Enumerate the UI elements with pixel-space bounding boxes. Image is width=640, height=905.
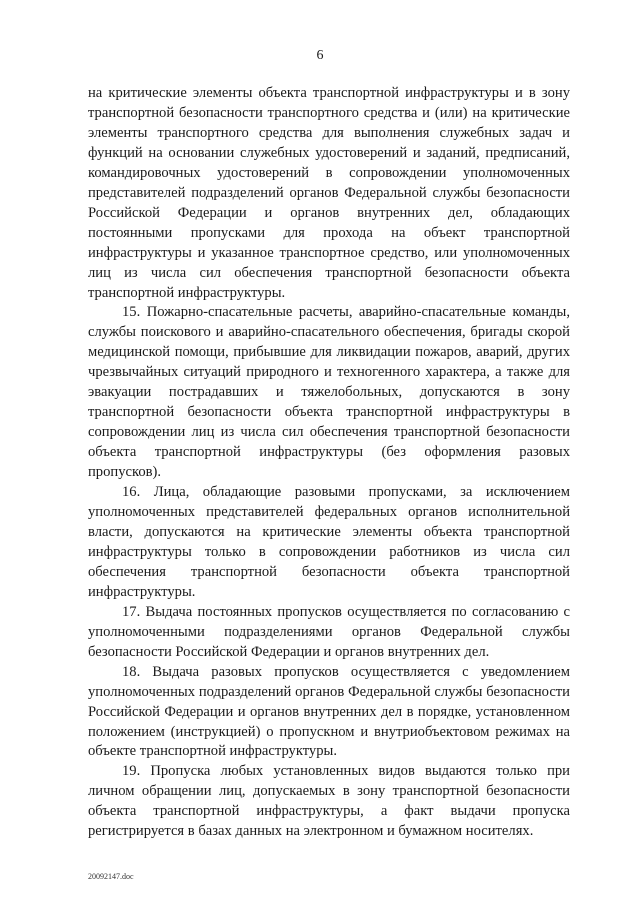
- paragraph-continuation: на критические элементы объекта транспортной инфраструктуры и в зону транспортной безопасности транспортного средства и (или) на критические элементы транспортного средства для выполнения служебных задач и функций на основании служебных удостоверений и заданий, предписаний, командировочных удостоверений в сопровождении уполномоченных представителей подразделений органов Федеральной службы безопасности Российской Федерации и органов внутренних дел, обладающих постоянными пропусками для прохода на объект транспортной инфраструктуры и указанное транспортное средство, или уполномоченных лиц из числа сил обеспечения транспортной безопасности объекта транспортной инфраструктуры.: [88, 85, 570, 301]
- document-body: [88, 84, 570, 842]
- paragraph-18: 18. Выдача разовых пропусков осуществляется с уведомлением уполномоченных подразделений органов Федеральной службы безопасности Российской Федерации и органов внутренних дел в порядке, установленном положением (инструкцией) о пропускном и внутриобъектовом режимах на объекте транспортной инфраструктуры.: [88, 663, 570, 760]
- paragraph-16: 16. Лица, обладающие разовыми пропусками, за исключением уполномоченных представителей федеральных органов исполнительной власти, допускаются на критические элементы объекта транспортной инфраструктуры только в сопровождении работников из числа сил обеспечения транспортной безопасности объекта транспортной инфраструктуры.: [88, 484, 570, 600]
- footer-filename: 20092147.doc: [88, 872, 134, 881]
- paragraph-19: 19. Пропуска любых установленных видов выдаются только при личном обращении лиц, допускаемых в зону транспортной безопасности объекта транспортной инфраструктуры, а факт выдачи пропуска регистрируется в базах данных на электронном и бумажном носителях.: [88, 763, 570, 840]
- paragraph-17: 17. Выдача постоянных пропусков осуществляется по согласованию с уполномоченными подразделениями органов Федеральной службы безопасности Российской Федерации и органов внутренних дел.: [88, 603, 570, 660]
- page-number: 6: [316, 48, 324, 63]
- paragraph-15: 15. Пожарно-спасательные расчеты, аварийно-спасательные команды, службы поискового и аварийно-спасательного обеспечения, бригады скорой медицинской помощи, прибывшие для ликвидации пожаров, аварий, других чрезвычайных ситуаций природного и техногенного характера, а также для эвакуации пострадавших и тяжелобольных, допускаются в зону транспортной безопасности объекта транспортной инфраструктуры в сопровождении лиц из числа сил обеспечения транспортной безопасности объекта транспортной инфраструктуры (без оформления разовых пропусков).: [88, 304, 570, 481]
